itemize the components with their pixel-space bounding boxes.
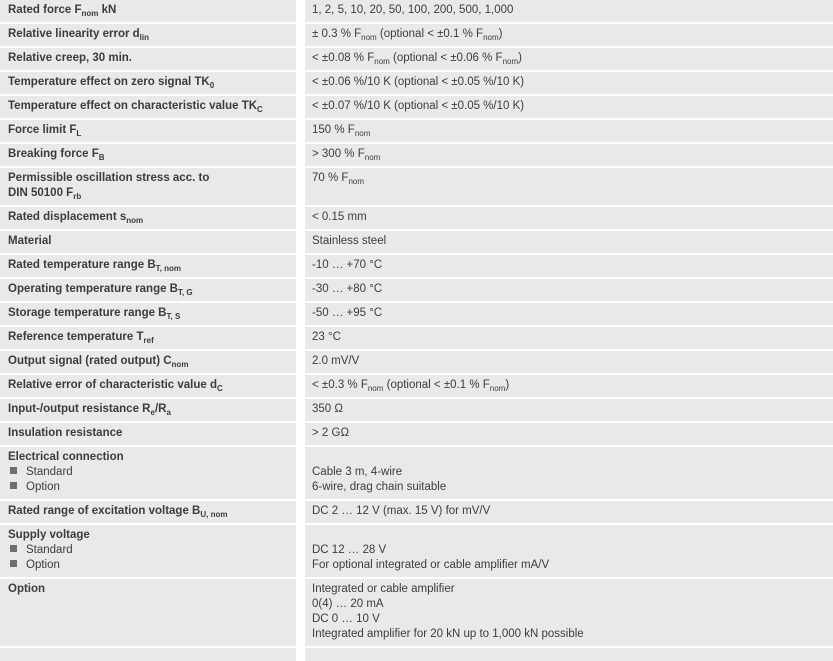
subscript-text: lin xyxy=(139,32,150,42)
subscript-text: rb xyxy=(73,191,82,201)
spec-label-cell xyxy=(0,207,296,229)
spec-row-insulation-resistance xyxy=(0,423,833,445)
spec-row-electrical-connection xyxy=(0,447,833,499)
spec-value-text: Integrated amplifier for 20 kN up to 1,000 kN possible xyxy=(312,628,584,640)
spec-row-excitation-voltage-range xyxy=(0,501,833,523)
spec-value-cell xyxy=(305,423,833,445)
spec-label-text: Rated displacement $s_{nom}$ xyxy=(8,211,144,225)
spec-row-operating-temperature-range xyxy=(0,279,833,301)
spec-label-cell xyxy=(0,72,296,94)
subscript-text: nom xyxy=(81,8,99,18)
spec-value-cell xyxy=(305,48,833,70)
bullet-square-icon xyxy=(10,545,17,552)
spec-value-text: 1, 2, 5, 10, 20, 50, 100, 200, 500, 1,000 xyxy=(312,4,514,16)
spec-label-cell xyxy=(0,399,296,421)
spec-value-cell xyxy=(305,120,833,142)
spec-label-cell xyxy=(0,375,296,397)
subscript-text: 0 xyxy=(209,80,215,90)
spec-value-text: < ±0.06 %/10 K (optional < ±0.05 %/10 K) xyxy=(312,76,525,88)
spec-value-text: 23 °C xyxy=(312,331,341,343)
spec-value-cell xyxy=(305,351,833,373)
spec-value-text: > 2 GΩ xyxy=(312,427,350,439)
subscript-text: nom xyxy=(361,32,377,42)
spec-value-text: -10 … +70 °C xyxy=(312,259,383,271)
subscript-text: e xyxy=(150,407,155,417)
spec-value-text: 350 Ω xyxy=(312,403,343,415)
subscript-text: C xyxy=(217,383,223,393)
spec-label-option-line: Option xyxy=(8,558,296,573)
bullet-square-icon xyxy=(10,482,17,489)
spec-value-cell xyxy=(305,279,833,301)
spec-row-rated-temperature-range xyxy=(0,255,833,277)
spec-label-cell xyxy=(0,501,296,523)
spec-row-permissible-oscillation-stress xyxy=(0,168,833,205)
spec-label-text: Rated force $F_{nom}$ kN xyxy=(8,4,117,18)
spec-label-text: Insulation resistance xyxy=(8,427,123,439)
subscript-text: T, nom xyxy=(155,263,181,273)
spec-row-rated-force xyxy=(0,0,833,22)
spec-value-text: DC 0 … 10 V xyxy=(312,613,380,625)
subscript-text: nom xyxy=(489,383,506,393)
spec-label-cell xyxy=(0,279,296,301)
spec-label-text: Storage temperature range $B_{T, S}$ xyxy=(8,307,181,321)
subscript-text: nom xyxy=(354,128,371,138)
spec-row-rated-displacement xyxy=(0,207,833,229)
subscript-text: a xyxy=(166,407,171,417)
spec-label-cell xyxy=(0,24,296,46)
spec-value-text: < ±0.08 % $F_{nom}$ (optional < ±0.06 % $F_{nom}$) xyxy=(312,52,522,66)
subscript-text: nom xyxy=(367,383,384,393)
spec-value-text: For optional integrated or cable amplifier mA/V xyxy=(312,559,550,571)
spec-value-text: 6-wire, drag chain suitable xyxy=(312,481,447,493)
spec-label-text: Supply voltage xyxy=(8,529,90,541)
spec-label-text: Electrical connection xyxy=(8,451,124,463)
spec-value-text: Cable 3 m, 4-wire xyxy=(312,466,403,478)
spec-value-text xyxy=(312,528,829,543)
spec-value-cell xyxy=(305,447,833,499)
spec-value-cell xyxy=(305,24,833,46)
spec-label-text: Breaking force $F_B$ xyxy=(8,148,105,162)
subscript-text: nom xyxy=(374,56,390,66)
spec-value-text: -30 … +80 °C xyxy=(312,283,383,295)
spec-row-supply-voltage xyxy=(0,525,833,577)
spec-label-option-line: Standard xyxy=(8,543,296,558)
spec-label-cell xyxy=(0,579,296,646)
spec-label-text: Temperature effect on characteristic value $TK_C$ xyxy=(8,100,263,114)
spec-value-text: DC 12 … 28 V xyxy=(312,544,387,556)
spec-value-text: 0(4) … 20 mA xyxy=(312,598,384,610)
spec-label-text: Force limit $F_L$ xyxy=(8,124,82,138)
spec-label-cell xyxy=(0,255,296,277)
spec-label-text: Relative creep, 30 min. xyxy=(8,52,133,64)
bullet-square-icon xyxy=(10,560,17,567)
subscript-text: nom xyxy=(483,32,499,42)
spec-label-text: DIN 50100 $F_{rb}$ xyxy=(8,187,82,201)
spec-value-text: 70 % $F_{nom}$ xyxy=(312,172,364,186)
spec-label-cell xyxy=(0,351,296,373)
spec-value-cell xyxy=(305,144,833,166)
subscript-text: nom xyxy=(348,176,364,186)
spec-row-input-output-resistance xyxy=(0,399,833,421)
spec-row-relative-creep xyxy=(0,48,833,70)
spec-value-cell xyxy=(305,501,833,523)
spec-label-text: Output signal (rated output) $C_{nom}$ xyxy=(8,355,189,369)
spec-label-text: Rated range of excitation voltage $B_{U, nom}$ xyxy=(8,505,228,519)
spec-row-relative-error-characteristic-value xyxy=(0,375,833,397)
subscript-text: T, G xyxy=(177,287,193,297)
spec-row-reference-temperature xyxy=(0,327,833,349)
spec-label-text: Input-/output resistance $R_e/R_a$ xyxy=(8,403,171,417)
spec-value-text: < ±0.07 %/10 K (optional < ±0.05 %/10 K) xyxy=(312,100,525,112)
subscript-text: T, S xyxy=(166,311,181,321)
subscript-text: nom xyxy=(502,56,519,66)
spec-label-text: Relative linearity error $d_{lin}$ xyxy=(8,28,150,42)
spec-label-cell xyxy=(0,168,296,205)
spec-label-text: Reference temperature $T_{ref}$ xyxy=(8,331,154,345)
spec-value-cell xyxy=(305,96,833,118)
spec-label-option-line: Option xyxy=(8,480,296,495)
spec-row-temperature-effect-characteristic-value xyxy=(0,96,833,118)
spec-row-breaking-force xyxy=(0,144,833,166)
spec-label-text: Option xyxy=(8,583,46,595)
spec-value-text: < ±0.3 % $F_{nom}$ (optional < ±0.1 % $F_{nom}$) xyxy=(312,379,510,393)
spec-row-relative-linearity-error xyxy=(0,24,833,46)
spec-value-cell xyxy=(305,375,833,397)
spec-value-cell xyxy=(305,255,833,277)
spec-label-option-line: Standard xyxy=(8,465,296,480)
spec-row-storage-temperature-range xyxy=(0,303,833,325)
spec-value-cell xyxy=(305,72,833,94)
spec-row-temperature-effect-zero-signal xyxy=(0,72,833,94)
spec-row-output-signal xyxy=(0,351,833,373)
spec-value-cell xyxy=(305,231,833,253)
subscript-text: B xyxy=(98,152,105,162)
spec-label-text: Temperature effect on zero signal $TK_0$ xyxy=(8,76,215,90)
spec-value-cell xyxy=(305,327,833,349)
spec-value-text: < 0.15 mm xyxy=(312,211,367,223)
subscript-text: U, nom xyxy=(200,509,228,519)
spec-value-text: Stainless steel xyxy=(312,235,387,247)
spec-row-material xyxy=(0,231,833,253)
spec-value-text: DC 2 … 12 V (max. 15 V) for mV/V xyxy=(312,505,491,517)
spec-value-cell xyxy=(305,648,833,661)
spec-label-cell xyxy=(0,0,296,22)
spec-label-cell xyxy=(0,327,296,349)
spec-value-text: > 300 % $F_{nom}$ xyxy=(312,148,381,162)
spec-row-option xyxy=(0,579,833,646)
spec-label-text: Permissible oscillation stress acc. to xyxy=(8,172,210,184)
subscript-text: C xyxy=(257,104,263,114)
spec-value-text: ± 0.3 % $F_{nom}$ (optional < ±0.1 % $F_{nom}$) xyxy=(312,28,503,42)
spec-value-text xyxy=(312,450,829,465)
spec-value-cell xyxy=(305,303,833,325)
spec-row-force-limit xyxy=(0,120,833,142)
subscript-text: nom xyxy=(171,359,189,369)
bullet-square-icon xyxy=(10,467,17,474)
spec-label-text: Rated temperature range $B_{T, nom}$ xyxy=(8,259,181,273)
spec-label-cell xyxy=(0,525,296,577)
spec-label-cell xyxy=(0,447,296,499)
spec-value-text: Integrated or cable amplifier xyxy=(312,583,455,595)
spec-value-text: 2.0 mV/V xyxy=(312,355,360,367)
spec-label-cell xyxy=(0,120,296,142)
subscript-text: nom xyxy=(364,152,381,162)
spec-value-text: 150 % $F_{nom}$ xyxy=(312,124,371,138)
spec-label-cell xyxy=(0,231,296,253)
spec-value-cell xyxy=(305,525,833,577)
spec-label-cell xyxy=(0,648,296,661)
spec-value-text: -50 … +95 °C xyxy=(312,307,383,319)
spec-label-text: Material xyxy=(8,235,52,247)
spec-label-cell xyxy=(0,96,296,118)
spec-value-cell xyxy=(305,579,833,646)
spec-label-text: Relative error of characteristic value $d_C$ xyxy=(8,379,223,393)
spec-value-cell xyxy=(305,168,833,205)
spec-label-cell xyxy=(0,303,296,325)
subscript-text: ref xyxy=(143,335,154,345)
subscript-text: L xyxy=(76,128,82,138)
spec-value-cell xyxy=(305,399,833,421)
spec-value-cell xyxy=(305,207,833,229)
spec-label-cell xyxy=(0,144,296,166)
subscript-text: nom xyxy=(126,215,144,225)
spec-label-cell xyxy=(0,48,296,70)
spec-row-partial xyxy=(0,648,833,661)
spec-label-cell xyxy=(0,423,296,445)
spec-value-cell xyxy=(305,0,833,22)
spec-label-text: Operating temperature range $B_{T, G}$ xyxy=(8,283,193,297)
